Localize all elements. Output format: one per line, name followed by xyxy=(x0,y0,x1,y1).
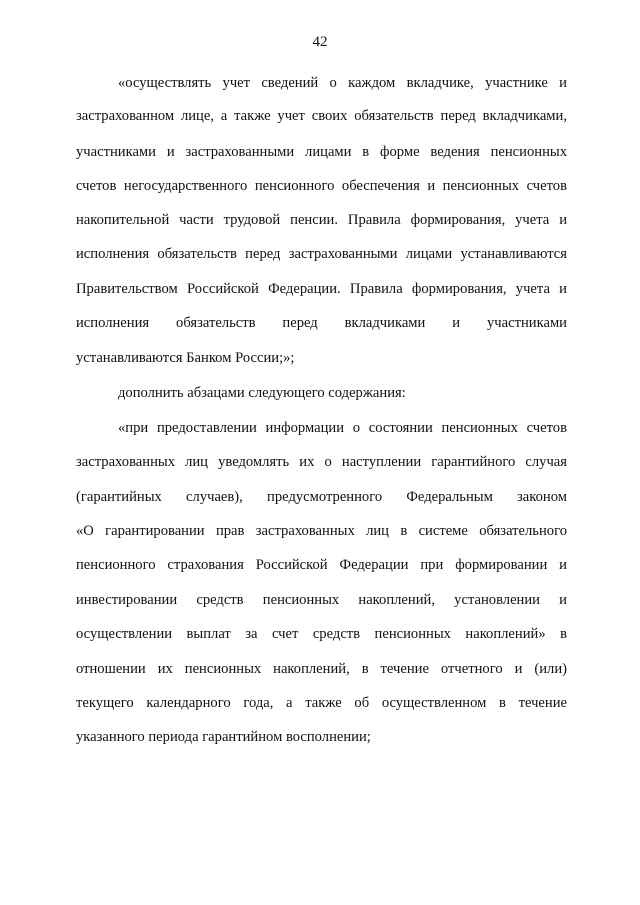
text-line: (гарантийных случаев), предусмотренного Федеральным законом xyxy=(76,489,567,505)
text-line: Правительством Российской Федерации. Правила формирования, учета и xyxy=(76,281,567,297)
text-line: инвестировании средств пенсионных накоплений, установлении и xyxy=(76,592,567,608)
text-line: накопительной части трудовой пенсии. Правила формирования, учета и xyxy=(76,212,567,228)
text-line: указанного периода гарантийном восполнении; xyxy=(76,729,371,745)
text-line: осуществлении выплат за счет средств пенсионных накоплений» в xyxy=(76,626,567,642)
page-number: 42 xyxy=(312,34,328,50)
text-line: текущего календарного года, а также об осуществленном в течение xyxy=(76,695,567,711)
text-line: исполнения обязательств перед застрахованными лицами устанавливаются xyxy=(76,246,567,262)
text-line: «осуществлять учет сведений о каждом вкладчике, участнике и xyxy=(118,75,567,91)
text-line: устанавливаются Банком России;»; xyxy=(76,350,295,366)
text-line: отношении их пенсионных накоплений, в течение отчетного и (или) xyxy=(76,661,567,677)
text-line: участниками и застрахованными лицами в форме ведения пенсионных xyxy=(76,144,567,160)
text-line: застрахованных лиц уведомлять их о наступлении гарантийного случая xyxy=(76,454,567,470)
text-line: «О гарантировании прав застрахованных лиц в системе обязательного xyxy=(76,523,567,539)
text-line: исполнения обязательств перед вкладчиками и участниками xyxy=(76,315,567,331)
text-line: застрахованном лице, а также учет своих обязательств перед вкладчиками, xyxy=(76,108,567,124)
text-line: «при предоставлении информации о состоянии пенсионных счетов xyxy=(118,420,567,436)
text-line: пенсионного страхования Российской Федерации при формировании и xyxy=(76,557,567,573)
text-line: счетов негосударственного пенсионного обеспечения и пенсионных счетов xyxy=(76,178,567,194)
text-line: дополнить абзацами следующего содержания: xyxy=(118,385,406,401)
